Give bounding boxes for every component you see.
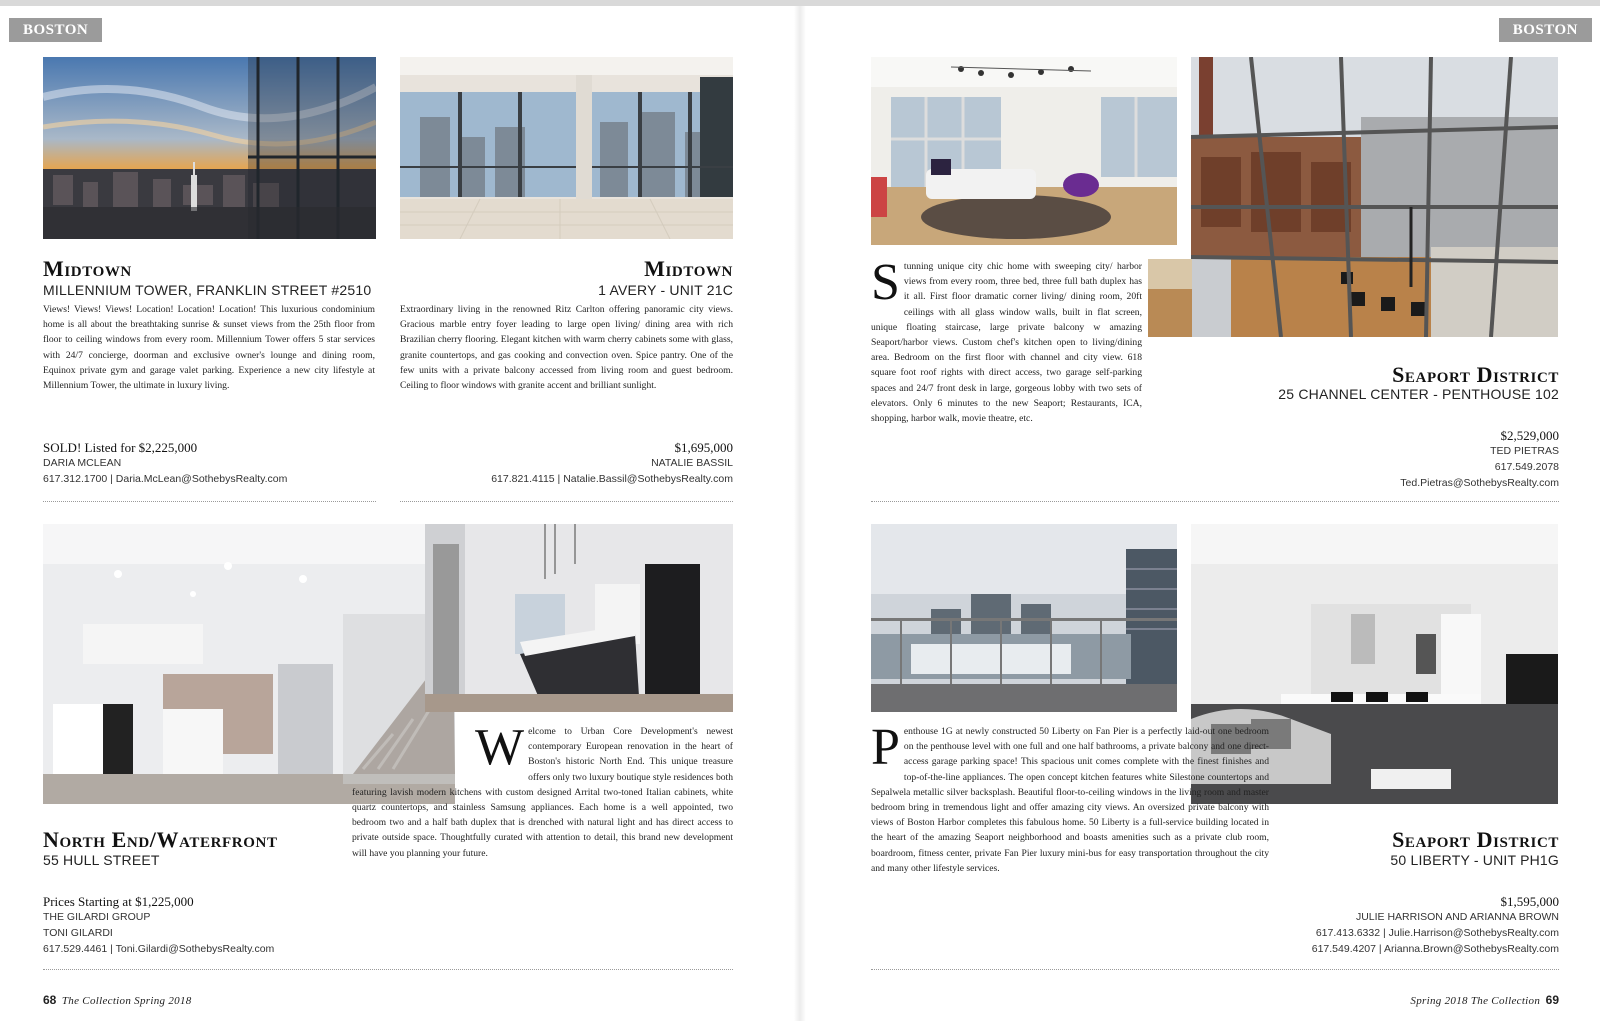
section-tag-left: BOSTON bbox=[9, 18, 102, 42]
listing-price-millennium: SOLD! Listed for $2,225,000 bbox=[43, 440, 198, 455]
divider bbox=[43, 501, 376, 502]
listing-title-avery: Midtown bbox=[644, 256, 733, 281]
photo-channel-center-atrium-edge bbox=[1148, 259, 1192, 337]
divider bbox=[43, 969, 733, 970]
agent-contact-hull-street: 617.529.4461 | Toni.Gilardi@SothebysRealty.com bbox=[43, 943, 275, 955]
listing-address-channel-center: 25 CHANNEL CENTER - PENTHOUSE 102 bbox=[1278, 386, 1559, 402]
photo-millennium-tower-sunset bbox=[43, 57, 376, 239]
divider bbox=[400, 501, 733, 502]
agent-contact-millennium: 617.312.1700 | Daria.McLean@SothebysRealty.com bbox=[43, 473, 288, 485]
agent-contact-harrison: 617.413.6332 | Julie.Harrison@SothebysRealty.com bbox=[1315, 927, 1559, 939]
listing-description-avery: Extraordinary living in the renowned Ritz Carlton offering panoramic city views. Gracious marble entry foyer leading to large open living/ dining area with rich Brazilian cherry flooring. Elegant kitchen with warm cherry cabinets some with glass, granite countertops, and gas cooking and convection oven. Spice pantry. One of the few units with a private balcony accessed from living room and guest bedroom. Ceiling to floor windows with granite accent and brilliant sunlight. bbox=[400, 304, 733, 392]
agent-name-millennium: DARIA MCLEAN bbox=[43, 457, 122, 469]
page-gutter bbox=[794, 6, 806, 1021]
footer-left bbox=[43, 993, 192, 1007]
drop-cap: S bbox=[871, 254, 900, 311]
listing-description-liberty: Penthouse 1G at newly constructed 50 Liberty on Fan Pier is a perfectly laid-out one bedroom on the penthouse level with one full and one half bathrooms, a private balcony and one direct-access garage parking space! This spacious unit comes complete with the finest finishes and top-of-the-line appliances. The open concept kitchen features white Silestone countertops and Sepalwela metallic silver backsplash. Beautiful floor-to-ceiling windows in the living room and master bedroom bring in tremendous light and offer amazing city views. An oversized private balcony with views of Boston Harbor completes this fabulous home. 50 Liberty is a full-service building located in the heart of the amazing Seaport neighborhood and boasts amenities such as a private club room, boardroom, fitness center, private Fan Pier luxury mini-bus for easy transportation throughout the city and many other lifestyle services. bbox=[871, 719, 1269, 874]
photo-channel-center-atrium bbox=[1191, 57, 1558, 337]
listing-price-liberty: $1,595,000 bbox=[1500, 894, 1559, 909]
listing-price-channel-center: $2,529,000 bbox=[1500, 428, 1559, 443]
agent-email-channel-center: Ted.Pietras@SothebysRealty.com bbox=[1400, 477, 1559, 489]
agent-phone-channel-center: 617.549.2078 bbox=[1494, 461, 1559, 473]
listing-title-channel-center: Seaport District bbox=[1392, 362, 1559, 387]
divider bbox=[871, 969, 1559, 970]
agent-group-hull-street: THE GILARDI GROUP bbox=[43, 911, 151, 923]
listing-description-millennium: Views! Views! Views! Location! Location! Location! This luxurious condominium home is all about the breathtaking sunrise & sunset views from the 25th floor from floor to ceiling windows from every room. Millennium Tower offers 5 star services with 24/7 concierge, doorman and exclusive owner's lounge and dining room, Equinox private gym and garage valet parking. Experience a new city lifestyle at Millennium Tower, the ultimate in luxury living. bbox=[43, 304, 375, 392]
photo-channel-center-living bbox=[871, 57, 1177, 245]
agent-name-hull-street: TONI GILARDI bbox=[43, 927, 113, 939]
listing-title-millennium: Midtown bbox=[43, 256, 132, 281]
agent-contact-brown: 617.549.4207 | Arianna.Brown@SothebysRealty.com bbox=[1311, 943, 1559, 955]
listing-address-avery: 1 AVERY - UNIT 21C bbox=[598, 282, 733, 298]
listing-title-liberty: Seaport District bbox=[1392, 827, 1559, 852]
magazine-title-right: Spring 2018 The Collection bbox=[1410, 995, 1541, 1007]
photo-avery-living-room bbox=[400, 57, 733, 239]
section-tag-right: BOSTON bbox=[1499, 18, 1592, 42]
page-number-right: 69 bbox=[1545, 993, 1559, 1007]
listing-address-millennium: MILLENNIUM TOWER, FRANKLIN STREET #2510 bbox=[43, 282, 372, 298]
listing-price-avery: $1,695,000 bbox=[674, 440, 733, 455]
listing-address-hull-street: 55 HULL STREET bbox=[43, 852, 160, 868]
listing-description-hull-street: Welcome to Urban Core Development's newest contemporary European renovation in the heart of Boston's historic North End. This unique treasure offers only two luxury boutique style residences both featuring lavish modern kitchens with custom designed Arrital two-toned Italian cabinets, white quartz countertops, and stainless Samsung appliances. Each home is a well appointed, two bedroom two and a half bath duplex that is drenched with natural light and has direct access to private outside space. Thoughtfully curated with attention to detail, this brand new development will have you planning your future. bbox=[352, 719, 733, 859]
agent-name-avery: NATALIE BASSIL bbox=[651, 457, 733, 469]
listing-price-hull-street: Prices Starting at $1,225,000 bbox=[43, 894, 194, 909]
listing-title-hull-street: North End/Waterfront bbox=[43, 827, 278, 852]
drop-cap: W bbox=[475, 719, 525, 776]
divider bbox=[871, 501, 1559, 502]
footer-right bbox=[1410, 993, 1559, 1007]
agent-contact-avery: 617.821.4115 | Natalie.Bassil@SothebysRealty.com bbox=[491, 473, 733, 485]
drop-cap: P bbox=[871, 719, 900, 776]
page-number-left: 68 bbox=[43, 993, 57, 1007]
photo-hull-street-interior bbox=[425, 524, 733, 712]
listing-address-liberty: 50 LIBERTY - UNIT PH1G bbox=[1390, 852, 1559, 868]
listing-description-channel-center: Stunning unique city chic home with sweeping city/ harbor views from every room, three bed, three full bath duplex has it all. First floor dramatic corner living/ dining room, 20ft ceilings with all glass window walls, built in flat screen, unique floating staircase, large private balcony w amazing Seaport/harbor views. Custom chef's kitchen open to living/dining area. Bedroom on the first floor with channel and city view. 618 square foot roof rights with direct access, two garage self-parking spaces and 24/7 front desk in large, gorgeous lobby with two sets of elevators. Only 6 minutes to the new Seaport; Restaurants, ICA, shopping, harbor walk, movie theatre, etc. bbox=[871, 254, 1142, 425]
agent-name-channel-center: TED PIETRAS bbox=[1490, 445, 1559, 457]
magazine-title-left: The Collection Spring 2018 bbox=[61, 995, 192, 1007]
agent-names-liberty: JULIE HARRISON AND ARIANNA BROWN bbox=[1355, 911, 1559, 923]
photo-liberty-balcony bbox=[871, 524, 1177, 712]
